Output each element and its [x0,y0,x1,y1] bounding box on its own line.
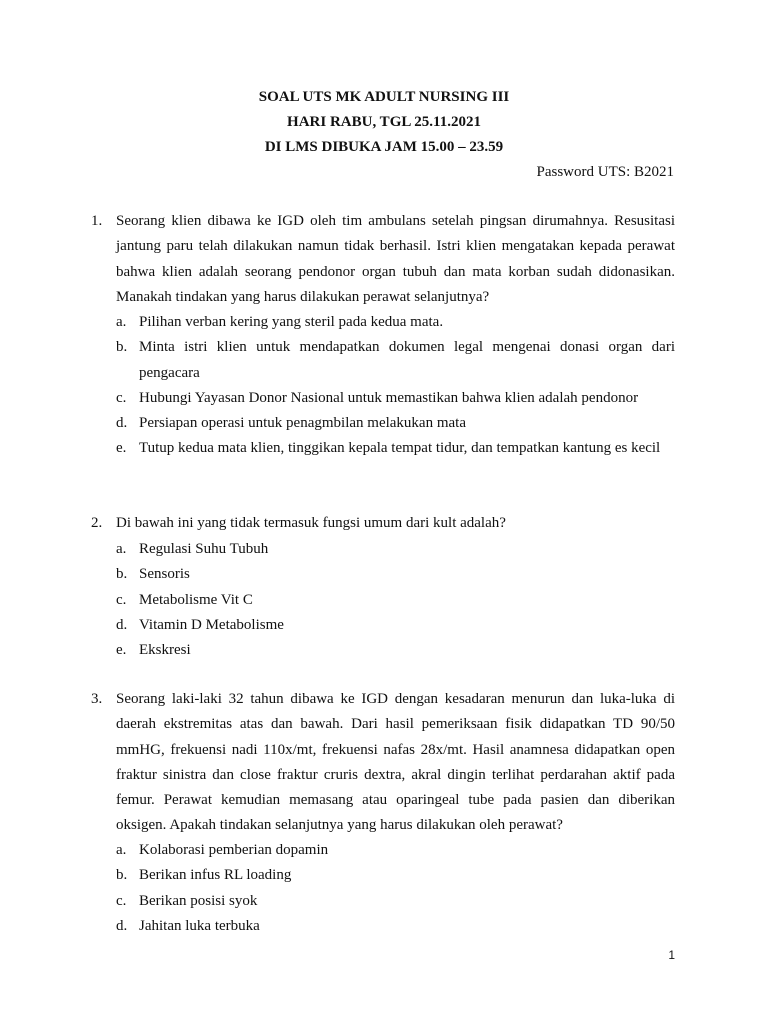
option-text: Pilihan verban kering yang steril pada kedua mata. [139,314,444,330]
option-letter: a. [116,541,127,557]
option-d [116,411,675,436]
question-text: Di bawah ini yang tidak termasuk fungsi umum dari kult adalah? [116,515,506,531]
option-b [116,335,675,386]
answer-options [116,310,675,462]
question-text: Seorang klien dibawa ke IGD oleh tim ambulans setelah pingsan dirumahnya. Resusitasi jantung paru telah dilakukan namun tidak berhasil. Istri klien mengatakan kepada perawat bahwa klien adalah seorang pendonor organ tubuh dan mata korban sudah didonasikan. Manakah tindakan yang harus dilakukan perawat selanjutnya? [116,213,675,305]
option-c [116,889,675,914]
option-letter: d. [116,415,128,432]
option-a [116,537,675,562]
option-text: Berikan infus RL loading [139,867,292,884]
option-text: Minta istri klien untuk mendapatkan dokumen legal mengenai donasi organ dari pengacara [139,339,675,381]
answer-options [116,838,675,939]
question-text: Seorang laki-laki 32 tahun dibawa ke IGD dengan kesadaran menurun dan luka-luka di daerah ekstremitas atas dan bawah. Dari hasil pemeriksaan fisik didapatkan TD 90/50 mmHG, frekuensi nadi 110x/mt, frekuensi nafas 28x/mt. Hasil anamnesa didapatkan open fraktur sinistra dan close fraktur cruris dextra, akral dingin terlihat perdarahan aktif pada femur. Perawat kemudian memasang atau oparingeal tube pada pasien dan diberikan oksigen. Apakah tindakan selanjutnya yang harus dilakukan oleh perawat? [116,691,675,834]
question-number: 3. [91,691,103,707]
question-number: 1. [91,213,103,229]
option-letter: a. [116,842,127,858]
option-c [116,386,675,411]
answer-options [116,537,675,663]
option-b [116,863,675,888]
option-a [116,838,675,863]
option-text: Vitamin D Metabolisme [139,616,284,633]
option-letter: c. [116,591,127,608]
option-letter: b. [116,339,128,356]
option-text: Tutup kedua mata klien, tinggikan kepala tempat tidur, dan tempatkan kantung es kecil [139,440,661,457]
question-number: 2. [91,515,103,531]
option-text: Ekskresi [139,642,191,659]
option-letter: c. [116,892,127,909]
option-letter: d. [116,917,128,934]
document-date: HARI RABU, TGL 25.11.2021 [287,114,481,130]
option-letter: c. [116,389,127,406]
option-text: Hubungi Yayasan Donor Nasional untuk memastikan bahwa klien adalah pendonor [139,389,639,406]
document-schedule: DI LMS DIBUKA JAM 15.00 – 23.59 [264,139,504,155]
option-e [116,638,675,663]
option-text: Berikan posisi syok [139,892,258,909]
page-number: 1 [668,948,675,962]
option-b [116,562,675,587]
option-text: Metabolisme Vit C [139,591,253,608]
option-letter: d. [116,616,128,633]
option-letter: e. [116,440,127,457]
option-d [116,613,675,638]
document-title: SOAL UTS MK ADULT NURSING III [258,89,510,105]
option-a [116,310,675,335]
option-text: Jahitan luka terbuka [139,917,260,934]
password-note: Password UTS: B2021 [536,164,674,180]
option-letter: b. [116,867,128,884]
option-text: Persiapan operasi untuk penagmbilan melakukan mata [139,415,466,432]
option-text: Sensoris [139,566,190,583]
option-letter: e. [116,642,127,659]
option-text: Regulasi Suhu Tubuh [139,541,269,557]
option-letter: b. [116,566,128,583]
option-c [116,588,675,613]
option-e [116,436,675,461]
option-d [116,914,675,939]
option-letter: a. [116,314,127,330]
option-text: Kolaborasi pemberian dopamin [139,842,329,858]
